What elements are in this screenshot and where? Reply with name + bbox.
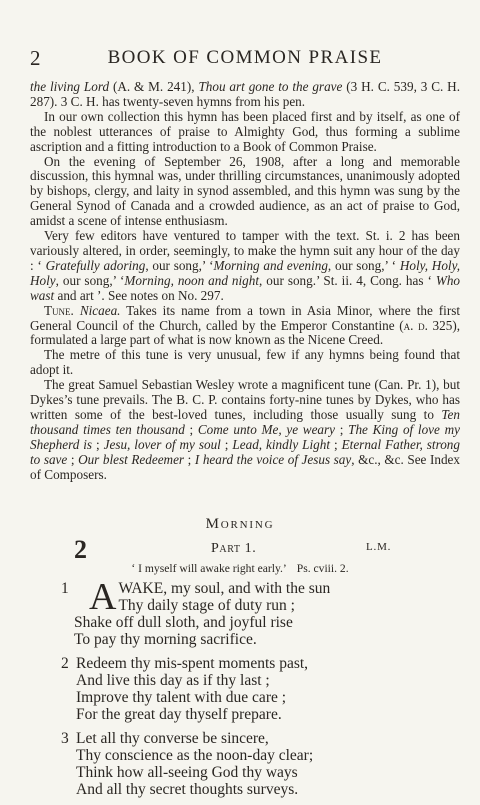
verse-line: And live this day as if thy last ; <box>76 672 270 689</box>
commentary-text <box>30 80 460 482</box>
italic-text: Our blest Redeemer <box>78 451 185 467</box>
verse-line: To pay thy morning sacrifice. <box>74 631 257 648</box>
italic-text: Holy, Holy, Holy <box>30 257 461 288</box>
verse-line: Redeem thy mis-spent moments past, <box>76 655 309 672</box>
epigraph-reference: Ps. cviii. 2. <box>296 562 349 575</box>
paragraph <box>30 348 460 378</box>
verse-line: Improve thy talent with due care ; <box>76 689 287 706</box>
running-title: BOOK OF COMMON PRAISE <box>107 47 383 68</box>
text-run: ; <box>92 436 104 452</box>
verse-line: Shake off dull sloth, and joyful rise <box>74 614 293 631</box>
meter-label: L.M. <box>366 541 392 553</box>
verse-line: Thy conscience as the noon-day clear; <box>76 747 314 764</box>
text-run: ; <box>220 436 233 452</box>
text-run: Takes its name from a town in Asia Minor, where the first General Council of the Church, called by the Emperor Constantine ( <box>30 302 461 333</box>
italic-text: the living Lord <box>30 79 110 94</box>
text-run: ; <box>184 421 198 437</box>
verse-line: WAKE, my soul, and with the sun <box>118 580 331 597</box>
text-run: , our song,’ ‘ <box>55 272 125 288</box>
drop-cap: A <box>89 576 117 618</box>
italic-text: Morning and evening <box>213 257 328 273</box>
verse <box>62 655 392 723</box>
italic-text: Morning, noon and night <box>124 272 260 288</box>
text-run: ; <box>330 436 342 452</box>
text-run: (3 H. C. 539, 3 C. H. 287). 3 C. H. has twenty-seven hymns from his pen. <box>30 79 461 109</box>
italic-text: Nicaea. <box>79 302 121 318</box>
verse-number: 2 <box>61 655 69 672</box>
page-header <box>30 46 460 72</box>
paragraph <box>30 155 460 230</box>
italic-text: Eternal Father, strong to save <box>30 436 460 467</box>
small-caps-text: a. d. <box>403 317 428 333</box>
text-run: Very few editors have ventured to tamper with the text. St. i. 2 has been variously altered, in order, seemingly, to make the hymn suit any hour of the day : ‘ <box>30 228 460 273</box>
paragraph <box>30 110 460 155</box>
paragraph <box>30 378 460 482</box>
small-caps-text: Tune. <box>44 302 74 318</box>
verse-line: And all thy secret thoughts surveys. <box>76 781 299 798</box>
verse-line: Think how all-seeing God thy ways <box>76 764 298 781</box>
verse-line: Let all thy converse be sincere, <box>76 730 269 747</box>
hymn-verses <box>61 576 392 805</box>
text-run: The great Samuel Sebastian Wesley wrote a magnificent tune (Can. Pr. 1), but Dykes’s tune prevails. The B. C. P. contains forty-nine tunes by Dykes, who has written some of the best-loved tunes, including those usually sung to <box>30 377 460 422</box>
text-run: ; <box>67 451 79 467</box>
section-heading: Morning <box>205 516 275 532</box>
verse-line: For the great day thyself prepare. <box>76 706 282 723</box>
italic-text: Ten thousand times ten thousand <box>30 406 460 437</box>
paragraph <box>30 304 460 349</box>
text-run: , our song,’ ‘ <box>327 257 400 273</box>
text-run: ; <box>184 451 195 467</box>
verse-number: 1 <box>61 580 69 597</box>
verse <box>61 576 392 648</box>
epigraph-text: ‘ I myself will awake right early.’ <box>131 562 287 575</box>
epigraph <box>0 562 480 575</box>
text-run: On the evening of September 26, 1908, after a long and memorable discussion, this hymnal was, under thrilling circumstances, unanimously adopted by bishops, clergy, and laity in synod assembled, and this hymn was sung by the General Synod of Canada and a crowded audience, as an act of praise to God, amidst a scene of intense enthusiasm. <box>30 153 460 229</box>
text-run: 325), formulated a large part of what is now known as the Nicene Creed. <box>30 317 461 348</box>
verse-line: Thy daily stage of duty run ; <box>118 597 295 614</box>
page-number: 2 <box>30 46 41 70</box>
text-run: (A. & M. 241), <box>109 79 199 94</box>
verse-number: 3 <box>61 730 69 747</box>
italic-text: I heard the voice of Jesus say <box>194 451 352 467</box>
italic-text: Jesu, lover of my soul <box>103 436 221 452</box>
italic-text: The King of love my Shepherd is <box>30 421 460 452</box>
italic-text: Come unto Me, ye weary <box>197 421 336 437</box>
text-run: ; <box>335 421 349 437</box>
part-label: Part 1. <box>211 541 257 556</box>
italic-text: Thou art gone to the grave <box>198 79 343 94</box>
verse <box>62 730 392 798</box>
italic-text: Gratefully adoring <box>45 257 146 273</box>
text-run: , our song.’ St. ii. 4, Cong. has ‘ <box>259 272 436 288</box>
text-run: In our own collection this hymn has been placed first and by itself, as one of the noblest utterances of praise to Almighty God, thus forming a sublime ascription and a fitting introduction to a Book of Common Praise. <box>30 108 460 154</box>
text-run: , our song,’ ‘ <box>145 257 214 273</box>
italic-text: Who wast <box>30 272 461 303</box>
paragraph <box>30 80 460 110</box>
text-run: and art ’. See notes on No. 297. <box>54 287 224 303</box>
hymn-number: 2 <box>74 535 87 564</box>
italic-text: Lead, kindly Light <box>232 436 331 452</box>
text-run: , &c., &c. See Index of Composers. <box>30 451 460 482</box>
paragraph <box>30 229 460 304</box>
text-run: The metre of this tune is very unusual, few if any hymns being found that adopt it. <box>30 347 460 378</box>
